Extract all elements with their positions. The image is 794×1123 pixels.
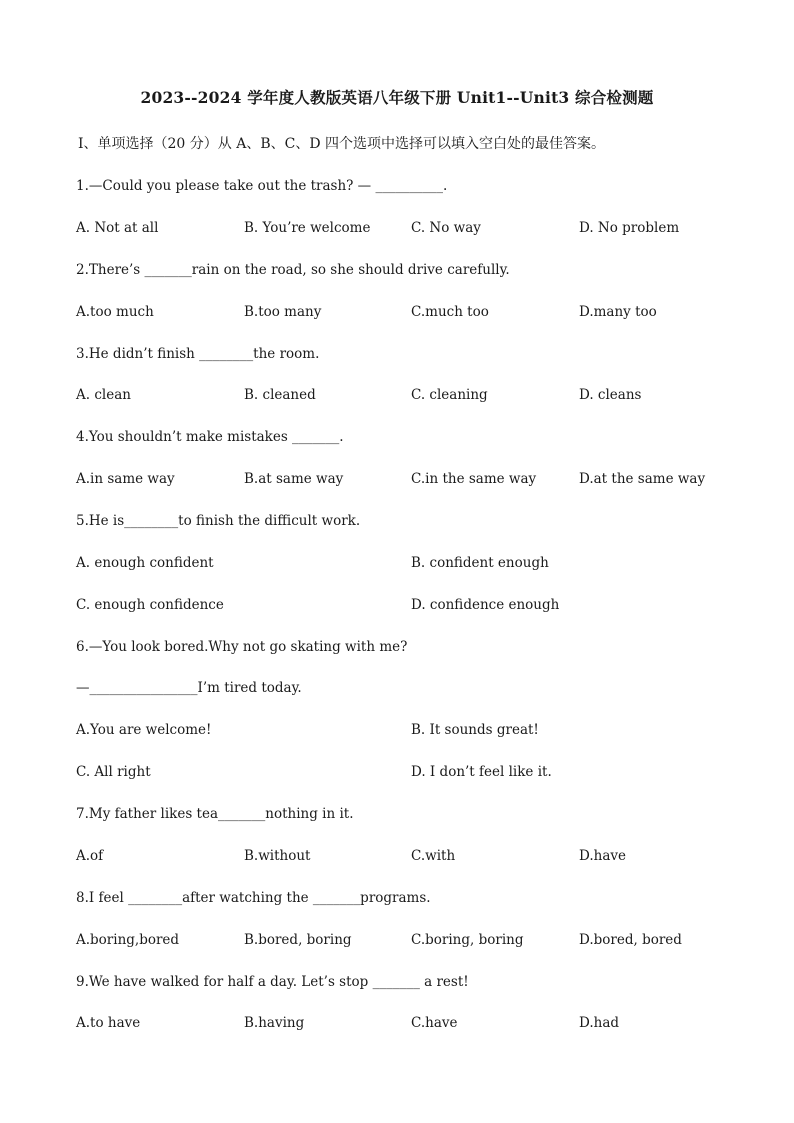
page-title: 2023--2024 学年度人教版英语八年级下册 Unit1--Unit3 综合检测题 — [140, 88, 654, 107]
question-9-option-d: D.had — [579, 1015, 620, 1031]
section-instruction: Ⅰ、单项选择（20 分）从 A、B、C、D 四个选项中选择可以填入空白处的最佳答案。 — [78, 136, 606, 152]
question-7-option-c: C.with — [411, 848, 456, 864]
question-2-option-a: A.too much — [76, 304, 154, 320]
question-4-option-d: D.at the same way — [579, 471, 706, 487]
question-5-stem: 5.He is________to finish the difficult work. — [76, 513, 361, 529]
question-6-option-d: D. I don’t feel like it. — [411, 764, 552, 780]
question-8-option-d: D.bored, bored — [579, 932, 682, 948]
question-6-stem: 6.—You look bored.Why not go skating with me? — [76, 639, 408, 655]
question-1-option-c: C. No way — [411, 220, 481, 236]
question-3-option-b: B. cleaned — [244, 387, 316, 403]
question-9-option-b: B.having — [244, 1015, 305, 1031]
question-7-option-b: B.without — [244, 848, 311, 864]
question-4-option-c: C.in the same way — [411, 471, 537, 487]
question-7-option-d: D.have — [579, 848, 626, 864]
question-9-option-a: A.to have — [76, 1015, 141, 1031]
question-8-option-a: A.boring,bored — [76, 932, 180, 948]
question-1-stem: 1.—Could you please take out the trash? — __________. — [76, 178, 448, 194]
question-5-option-d: D. confidence enough — [411, 597, 560, 613]
question-2-option-c: C.much too — [411, 304, 489, 320]
question-1-option-a: A. Not at all — [76, 220, 159, 236]
question-1-option-d: D. No problem — [579, 220, 680, 236]
question-4-option-b: B.at same way — [244, 471, 344, 487]
question-3-option-c: C. cleaning — [411, 387, 488, 403]
question-6-option-c: C. All right — [76, 764, 151, 780]
question-4-stem: 4.You shouldn’t make mistakes _______. — [76, 429, 344, 445]
question-2-option-b: B.too many — [244, 304, 322, 320]
question-6-option-a: A.You are welcome! — [76, 722, 212, 738]
question-2-stem: 2.There’s _______rain on the road, so she should drive carefully. — [76, 262, 510, 278]
question-6-option-b: B. It sounds great! — [411, 722, 539, 738]
question-8-stem: 8.I feel ________after watching the _______programs. — [76, 890, 431, 906]
question-5-option-c: C. enough confidence — [76, 597, 224, 613]
question-5-option-b: B. confident enough — [411, 555, 549, 571]
question-3-option-a: A. clean — [76, 387, 131, 403]
question-8-option-c: C.boring, boring — [411, 932, 524, 948]
question-5-option-a: A. enough confident — [76, 555, 214, 571]
question-3-option-d: D. cleans — [579, 387, 642, 403]
question-6-response: —________________I’m tired today. — [76, 680, 302, 696]
question-4-option-a: A.in same way — [76, 471, 175, 487]
question-8-option-b: B.bored, boring — [244, 932, 352, 948]
question-3-stem: 3.He didn’t finish ________the room. — [76, 346, 320, 362]
question-2-option-d: D.many too — [579, 304, 657, 320]
question-7-stem: 7.My father likes tea_______nothing in it. — [76, 806, 354, 822]
question-9-option-c: C.have — [411, 1015, 458, 1031]
question-1-option-b: B. You’re welcome — [244, 220, 371, 236]
question-7-option-a: A.of — [76, 848, 104, 864]
question-9-stem: 9.We have walked for half a day. Let’s stop _______ a rest! — [76, 974, 469, 990]
